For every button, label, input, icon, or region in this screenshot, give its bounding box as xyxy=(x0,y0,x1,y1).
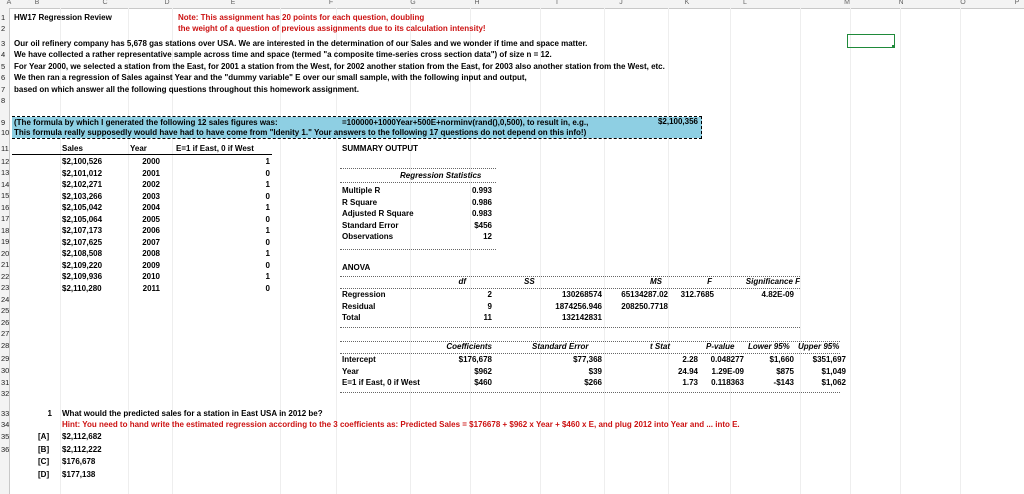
coef-value[interactable]: $460 xyxy=(474,378,492,388)
intro-line[interactable]: Our oil refinery company has 5,678 gas stations over USA. We are interested in the determination of our Sales and we wonder if time and space matter. xyxy=(14,39,588,48)
sales-cell[interactable]: $2,105,064 xyxy=(62,214,103,224)
anova-df[interactable]: 2 xyxy=(487,290,492,299)
anova-sigf[interactable]: 4.82E-09 xyxy=(761,290,794,299)
anova-header-df[interactable]: df xyxy=(458,277,466,286)
stat-label[interactable]: Multiple R xyxy=(342,186,381,195)
row-header-8[interactable]: 8 xyxy=(1,96,6,105)
year-cell[interactable]: 2000 xyxy=(142,157,160,166)
coef-se[interactable]: $39 xyxy=(588,366,602,376)
east-dummy-cell[interactable]: 0 xyxy=(265,191,270,201)
column-header-g[interactable]: G xyxy=(410,0,416,6)
dashed-border-bottom xyxy=(12,138,702,139)
row-header-27[interactable]: 27 xyxy=(1,329,10,338)
stat-value[interactable]: $456 xyxy=(474,220,492,230)
row-header-30[interactable]: 30 xyxy=(1,366,10,375)
east-dummy-cell[interactable]: 1 xyxy=(265,203,270,212)
anova-ss[interactable]: 130268574 xyxy=(561,290,602,299)
coef-lower[interactable]: -$143 xyxy=(773,378,794,388)
anova-ss[interactable]: 1874256.946 xyxy=(555,301,602,311)
east-dummy-cell[interactable]: 0 xyxy=(265,283,270,293)
row-header-15[interactable]: 15 xyxy=(1,191,10,200)
row-header-14[interactable]: 14 xyxy=(1,180,10,189)
coef-value[interactable]: $962 xyxy=(474,366,492,376)
coef-value[interactable]: $176,678 xyxy=(458,355,492,364)
row-header-bar xyxy=(0,8,10,494)
coef-header-upper[interactable]: Upper 95% xyxy=(798,342,840,351)
coef-upper[interactable]: $1,062 xyxy=(821,378,846,388)
coef-header-lower[interactable]: Lower 95% xyxy=(748,342,790,351)
coef-pvalue[interactable]: 1.29E-09 xyxy=(711,366,744,376)
column-header-h[interactable]: H xyxy=(474,0,480,6)
option-value[interactable]: $2,112,222 xyxy=(62,444,102,454)
row-header-22[interactable]: 22 xyxy=(1,272,10,281)
anova-df[interactable]: 11 xyxy=(483,313,492,323)
stats-header-rule xyxy=(340,182,496,183)
row-header-31[interactable]: 31 xyxy=(1,378,10,387)
row-header-34[interactable]: 34 xyxy=(1,420,10,429)
column-header-f[interactable]: F xyxy=(328,0,334,6)
stat-value[interactable]: 0.986 xyxy=(471,197,492,207)
column-header-j[interactable]: J xyxy=(619,0,623,6)
intro-line[interactable]: We have collected a rather representative sample across time and space (termed "a composite time-series cross section data") of size n = 12. xyxy=(14,50,552,59)
year-cell[interactable]: 2010 xyxy=(142,272,160,281)
coef-pvalue[interactable]: 0.118363 xyxy=(711,378,744,388)
formula-label[interactable]: (The formula by which I generated the following 12 sales figures was: xyxy=(14,118,278,127)
east-dummy-cell[interactable]: 1 xyxy=(265,249,270,258)
anova-header-rule xyxy=(340,288,800,289)
header-e[interactable]: E=1 if East, 0 if West xyxy=(176,144,254,153)
option-letter[interactable]: [B] xyxy=(38,444,50,454)
sales-cell[interactable]: $2,109,220 xyxy=(62,260,103,270)
coef-header-rule xyxy=(340,353,840,354)
option-letter[interactable]: [D] xyxy=(38,469,50,479)
anova-ms[interactable]: 208250.7718 xyxy=(621,301,668,311)
east-dummy-cell[interactable]: 1 xyxy=(265,180,270,189)
row-header-9[interactable]: 9 xyxy=(1,118,6,127)
sales-cell[interactable]: $2,109,936 xyxy=(62,272,103,281)
row-header-4[interactable]: 4 xyxy=(1,50,6,59)
row-header-23[interactable]: 23 xyxy=(1,283,10,292)
anova-row-label[interactable]: Total xyxy=(342,313,361,323)
year-cell[interactable]: 2008 xyxy=(142,249,160,258)
sales-cell[interactable]: $2,105,042 xyxy=(62,203,103,212)
row-header-19[interactable]: 19 xyxy=(1,237,10,246)
east-dummy-cell[interactable]: 0 xyxy=(265,260,270,270)
row-header-24[interactable]: 24 xyxy=(1,295,10,304)
year-cell[interactable]: 2002 xyxy=(142,180,160,189)
note-line-2[interactable]: the weight of a question of previous assignments due to its calculation intensity! xyxy=(178,24,486,33)
row-header-35[interactable]: 35 xyxy=(1,432,10,441)
stats-top-rule xyxy=(340,168,496,169)
sales-cell[interactable]: $2,107,625 xyxy=(62,237,103,247)
east-dummy-cell[interactable]: 1 xyxy=(265,272,270,281)
row-header-36[interactable]: 36 xyxy=(1,445,10,454)
year-cell[interactable]: 2009 xyxy=(142,260,160,270)
anova-header-f[interactable]: F xyxy=(707,277,712,286)
row-header-6[interactable]: 6 xyxy=(1,73,6,82)
coef-tstat[interactable]: 24.94 xyxy=(677,366,698,376)
header-underline xyxy=(12,154,272,155)
row-header-5[interactable]: 5 xyxy=(1,62,6,71)
row-header-13[interactable]: 13 xyxy=(1,168,10,177)
anova-title[interactable]: ANOVA xyxy=(342,263,371,272)
row-header-32[interactable]: 32 xyxy=(1,389,10,398)
header-sales[interactable]: Sales xyxy=(62,144,83,153)
row-header-7[interactable]: 7 xyxy=(1,85,6,94)
row-header-18[interactable]: 18 xyxy=(1,226,10,235)
east-dummy-cell[interactable]: 0 xyxy=(265,168,270,178)
coef-se[interactable]: $266 xyxy=(584,378,602,388)
column-header-e[interactable]: E xyxy=(230,0,236,6)
east-dummy-cell[interactable]: 1 xyxy=(265,226,270,235)
row-header-21[interactable]: 21 xyxy=(1,260,10,269)
anova-ms[interactable]: 65134287.02 xyxy=(621,290,668,299)
coef-row-label[interactable]: Year xyxy=(342,366,359,376)
formula-note[interactable]: This formula really supposedly would have had to have come from "Idenity 1." Your answers to the following 17 questions do not depend on this info!) xyxy=(14,128,587,137)
anova-bottom-rule xyxy=(340,327,800,328)
option-letter[interactable]: [C] xyxy=(38,457,50,466)
coef-se[interactable]: $77,368 xyxy=(573,355,602,364)
stat-value[interactable]: 0.993 xyxy=(471,186,492,195)
row-header-2[interactable]: 2 xyxy=(1,24,6,33)
grid-line xyxy=(800,8,801,494)
formula-text[interactable]: =100000+1000Year+500E+norminv(rand(),0,500), to result in, e.g., xyxy=(342,118,589,127)
sheet-title[interactable]: HW17 Regression Review xyxy=(14,13,112,22)
column-header-m[interactable]: M xyxy=(844,0,850,6)
row-header-20[interactable]: 20 xyxy=(1,249,10,258)
row-header-16[interactable]: 16 xyxy=(1,203,10,212)
column-header-a[interactable]: A xyxy=(6,0,12,6)
stat-value[interactable]: 12 xyxy=(483,232,492,242)
intro-line[interactable]: based on which answer all the following questions throughout this homework assignment. xyxy=(14,85,359,94)
sales-cell[interactable]: $2,100,526 xyxy=(62,157,103,166)
dashed-border-right xyxy=(701,116,702,139)
fill-handle[interactable] xyxy=(892,45,895,48)
stat-value[interactable]: 0.983 xyxy=(471,209,492,219)
dashed-border-top xyxy=(12,116,702,117)
row-header-29[interactable]: 29 xyxy=(1,354,10,363)
grid-line xyxy=(960,8,961,494)
row-header-3[interactable]: 3 xyxy=(1,39,6,48)
stat-label[interactable]: R Square xyxy=(342,197,378,207)
grid-line xyxy=(900,8,901,494)
column-header-b[interactable]: B xyxy=(34,0,40,6)
sales-cell[interactable]: $2,103,266 xyxy=(62,191,103,201)
row-header-26[interactable]: 26 xyxy=(1,318,10,327)
coef-header-pvalue[interactable]: P-value xyxy=(706,342,735,351)
summary-output-label[interactable]: SUMMARY OUTPUT xyxy=(342,144,418,153)
column-header-l[interactable]: L xyxy=(743,0,747,6)
east-dummy-cell[interactable]: 1 xyxy=(265,157,270,166)
coef-tstat[interactable]: 2.28 xyxy=(682,355,698,364)
row-header-10[interactable]: 10 xyxy=(1,128,10,137)
question-hint[interactable]: Hint: You need to hand write the estimated regression according to the 3 coefficients as: Predicted Sales = $176678 + $962 x Year + $460 x E, and plug 2012 into Year and ... into E. xyxy=(62,420,740,429)
row-header-17[interactable]: 17 xyxy=(1,214,10,223)
row-header-1[interactable]: 1 xyxy=(1,13,6,22)
column-header-k[interactable]: K xyxy=(684,0,690,6)
intro-line[interactable]: We then ran a regression of Sales against Year and the "dummy variable" E over our small sample, with the following input and output, xyxy=(14,73,527,82)
anova-row-label[interactable]: Regression xyxy=(342,290,386,299)
option-letter[interactable]: [A] xyxy=(38,432,50,441)
stat-label[interactable]: Observations xyxy=(342,232,394,242)
anova-header-ss[interactable]: SS xyxy=(524,277,535,286)
note-line-1[interactable]: Note: This assignment has 20 points for each question, doubling xyxy=(178,13,425,22)
anova-df[interactable]: 9 xyxy=(487,301,492,311)
column-header-o[interactable]: O xyxy=(960,0,966,6)
anova-row-label[interactable]: Residual xyxy=(342,301,376,311)
anova-f[interactable]: 312.7685 xyxy=(680,290,714,299)
column-header-p[interactable]: P xyxy=(1014,0,1020,6)
option-value[interactable]: $176,678 xyxy=(62,457,96,466)
year-cell[interactable]: 2011 xyxy=(142,283,160,293)
question-text[interactable]: What would the predicted sales for a station in East USA in 2012 be? xyxy=(62,409,323,418)
question-number[interactable]: 1 xyxy=(47,409,52,418)
sales-cell[interactable]: $2,108,508 xyxy=(62,249,103,258)
coef-row-label[interactable]: Intercept xyxy=(342,355,376,364)
row-header-12[interactable]: 12 xyxy=(1,157,10,166)
year-cell[interactable]: 2005 xyxy=(142,214,160,224)
regression-stats-header[interactable]: Regression Statistics xyxy=(400,171,482,180)
sales-cell[interactable]: $2,107,173 xyxy=(62,226,103,235)
column-header-bar xyxy=(0,0,1024,9)
column-header-c[interactable]: C xyxy=(102,0,108,6)
coef-upper[interactable]: $351,697 xyxy=(812,355,846,364)
stats-bottom-rule xyxy=(340,249,496,250)
coef-tstat[interactable]: 1.73 xyxy=(682,378,698,388)
coef-pvalue[interactable]: 0.048277 xyxy=(710,355,744,364)
year-cell[interactable]: 2006 xyxy=(142,226,160,235)
row-header-11[interactable]: 11 xyxy=(1,144,9,153)
formula-example[interactable]: $2,100,356 xyxy=(657,117,698,126)
option-value[interactable]: $2,112,682 xyxy=(62,432,102,441)
column-header-i[interactable]: I xyxy=(556,0,558,6)
coef-lower[interactable]: $875 xyxy=(776,366,794,376)
year-cell[interactable]: 2003 xyxy=(142,191,160,201)
intro-line[interactable]: For Year 2000, we selected a station from the East, for 2001 a station from the West, for 2002 another station from the East, for 2003 also another station from the West, etc. xyxy=(14,62,665,71)
year-cell[interactable]: 2004 xyxy=(142,203,160,212)
anova-ss[interactable]: 132142831 xyxy=(561,313,602,323)
year-cell[interactable]: 2001 xyxy=(142,168,160,178)
coef-upper[interactable]: $1,049 xyxy=(821,366,846,376)
column-header-d[interactable]: D xyxy=(164,0,170,6)
header-year[interactable]: Year xyxy=(130,144,147,153)
stat-label[interactable]: Standard Error xyxy=(342,220,399,230)
coef-lower[interactable]: $1,660 xyxy=(769,355,794,364)
coef-header-coefficients[interactable]: Coefficients xyxy=(446,342,492,351)
east-dummy-cell[interactable]: 0 xyxy=(265,237,270,247)
sales-cell[interactable]: $2,102,271 xyxy=(62,180,103,189)
row-header-28[interactable]: 28 xyxy=(1,341,10,350)
column-header-n[interactable]: N xyxy=(898,0,904,6)
year-cell[interactable]: 2007 xyxy=(142,237,160,247)
coef-header-se[interactable]: Standard Error xyxy=(532,342,589,351)
option-value[interactable]: $177,138 xyxy=(62,469,96,479)
stat-label[interactable]: Adjusted R Square xyxy=(342,209,414,219)
east-dummy-cell[interactable]: 0 xyxy=(265,214,270,224)
sales-cell[interactable]: $2,101,012 xyxy=(62,168,103,178)
row-header-25[interactable]: 25 xyxy=(1,306,10,315)
coef-bottom-rule xyxy=(340,392,840,393)
anova-header-sigf[interactable]: Significance F xyxy=(745,277,800,286)
coef-row-label[interactable]: E=1 if East, 0 if West xyxy=(342,378,420,388)
sales-cell[interactable]: $2,110,280 xyxy=(62,283,102,293)
grid-line xyxy=(850,8,851,494)
coef-header-tstat[interactable]: t Stat xyxy=(650,342,670,351)
selected-cell[interactable] xyxy=(847,34,895,48)
anova-header-ms[interactable]: MS xyxy=(650,277,662,286)
row-header-33[interactable]: 33 xyxy=(1,409,10,418)
